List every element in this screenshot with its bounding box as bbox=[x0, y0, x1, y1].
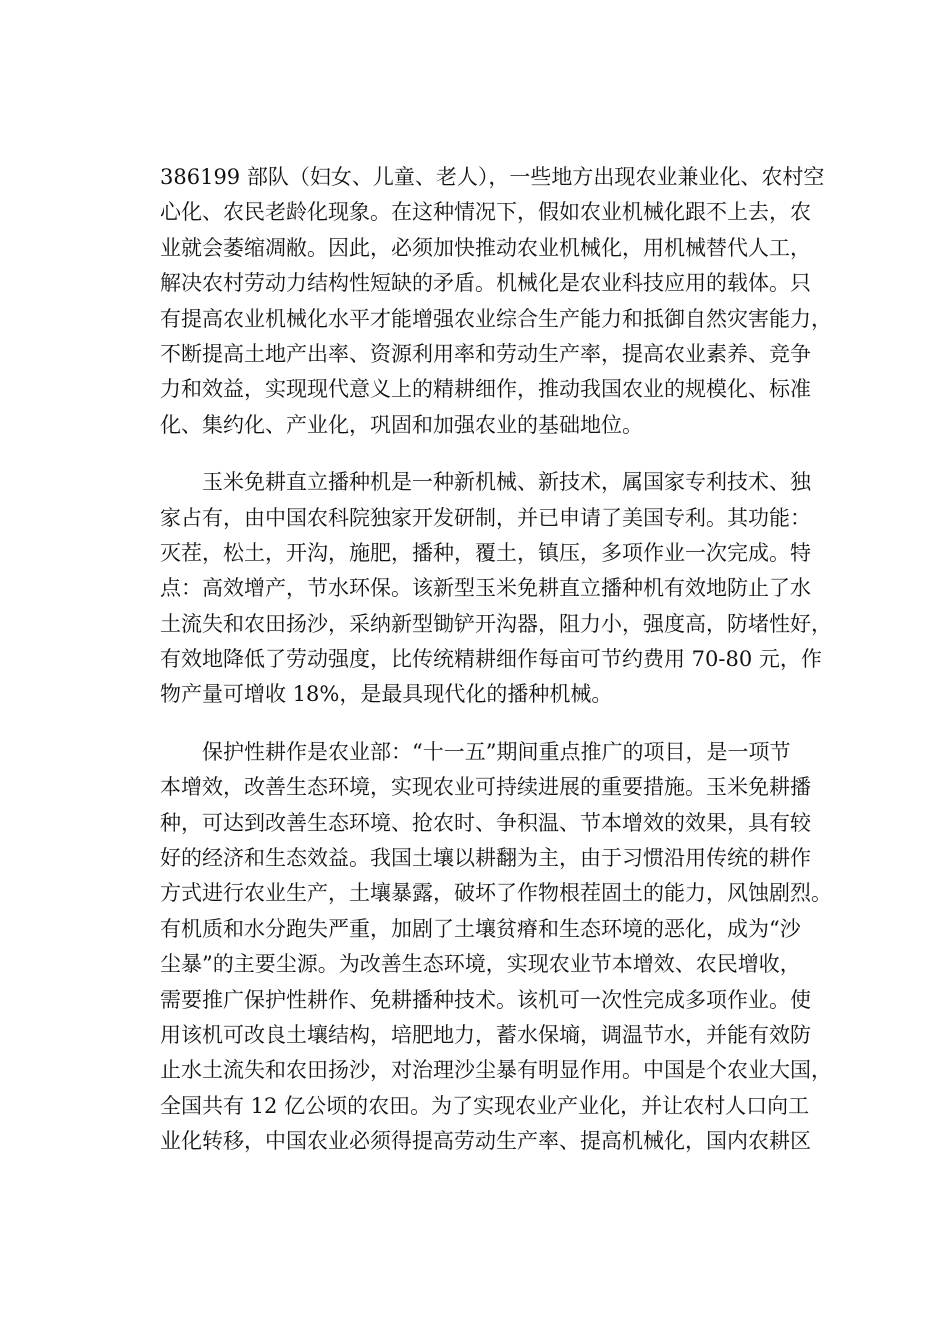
text-line: 解决农村劳动力结构性短缺的矛盾。机械化是农业科技应用的载体。只 bbox=[160, 271, 811, 296]
text-line: 物产量可增收 18%，是最具现代化的播种机械。 bbox=[160, 682, 613, 707]
text-line: 386199 部队（妇女、儿童、老人），一些地方出现农业兼业化、农村空 bbox=[160, 165, 825, 189]
text-line: 灭茬，松土，开沟，施肥，播种，覆土，镇压，多项作业一次完成。特 bbox=[160, 540, 811, 565]
text-line: 心化、农民老龄化现象。在这种情况下，假如农业机械化跟不上去，农 bbox=[160, 200, 811, 225]
text-line: 家占有，由中国农科院独家开发研制，并已申请了美国专利。其功能： bbox=[160, 505, 811, 530]
text-line: 尘暴”的主要尘源。为改善生态环境，实现农业节本增效、农民增收， bbox=[160, 952, 801, 977]
text-line: 本增效，改善生态环境，实现农业可持续进展的重要措施。玉米免耕播 bbox=[160, 775, 811, 800]
document-body bbox=[160, 160, 872, 1160]
paragraph-spacer bbox=[160, 713, 872, 735]
text-line: 点：高效增产，节水环保。该新型玉米免耕直立播种机有效地防止了水 bbox=[160, 576, 811, 601]
text-line: 全国共有 12 亿公顷的农田。为了实现农业产业化，并让农村人口向工 bbox=[160, 1093, 810, 1118]
text-line: 需要推广保护性耕作、免耕播种技术。该机可一次性完成多项作业。使 bbox=[160, 987, 811, 1012]
text-line: 力和效益，实现现代意义上的精耕细作，推动我国农业的规模化、标准 bbox=[160, 377, 811, 402]
text-line: 有提高农业机械化水平才能增强农业综合生产能力和抵御自然灾害能力， bbox=[160, 306, 832, 331]
text-line: 有效地降低了劳动强度，比传统精耕细作每亩可节约费用 70-80 元，作 bbox=[160, 647, 822, 672]
text-line: 不断提高土地产出率、资源利用率和劳动生产率，提高农业素养、竞争 bbox=[160, 341, 811, 366]
text-line: 业就会萎缩凋敝。因此，必须加快推动农业机械化，用机械替代人工， bbox=[160, 235, 811, 260]
text-line: 玉米免耕直立播种机是一种新机械、新技术，属国家专利技术、独 bbox=[160, 470, 811, 495]
text-line: 土流失和农田扬沙，采纳新型锄铲开沟器，阻力小，强度高，防堵性好， bbox=[160, 611, 832, 636]
text-line: 种，可达到改善生态环境、抢农时、争积温、节本增效的效果，具有较 bbox=[160, 810, 811, 835]
text-line: 好的经济和生态效益。我国土壤以耕翻为主，由于习惯沿用传统的耕作 bbox=[160, 846, 811, 871]
paragraph-spacer bbox=[160, 443, 872, 465]
text-line: 方式进行农业生产，土壤暴露，破坏了作物根茬固土的能力，风蚀剧烈。 bbox=[160, 881, 832, 906]
text-line: 用该机可改良土壤结构，培肥地力，蓄水保墒，调温节水，并能有效防 bbox=[160, 1022, 811, 1047]
text-line: 保护性耕作是农业部：“十一五”期间重点推广的项目，是一项节 bbox=[160, 739, 791, 764]
paragraph-1 bbox=[160, 160, 872, 443]
text-line: 化、集约化、产业化，巩固和加强农业的基础地位。 bbox=[160, 412, 643, 437]
text-line: 业化转移，中国农业必须得提高劳动生产率、提高机械化，国内农耕区 bbox=[160, 1129, 811, 1154]
text-line: 有机质和水分跑失严重，加剧了土壤贫瘠和生态环境的恶化，成为“沙 bbox=[160, 916, 801, 941]
paragraph-2 bbox=[160, 465, 872, 713]
text-line: 止水土流失和农田扬沙，对治理沙尘暴有明显作用。中国是个农业大国， bbox=[160, 1058, 832, 1083]
paragraph-3 bbox=[160, 735, 872, 1160]
